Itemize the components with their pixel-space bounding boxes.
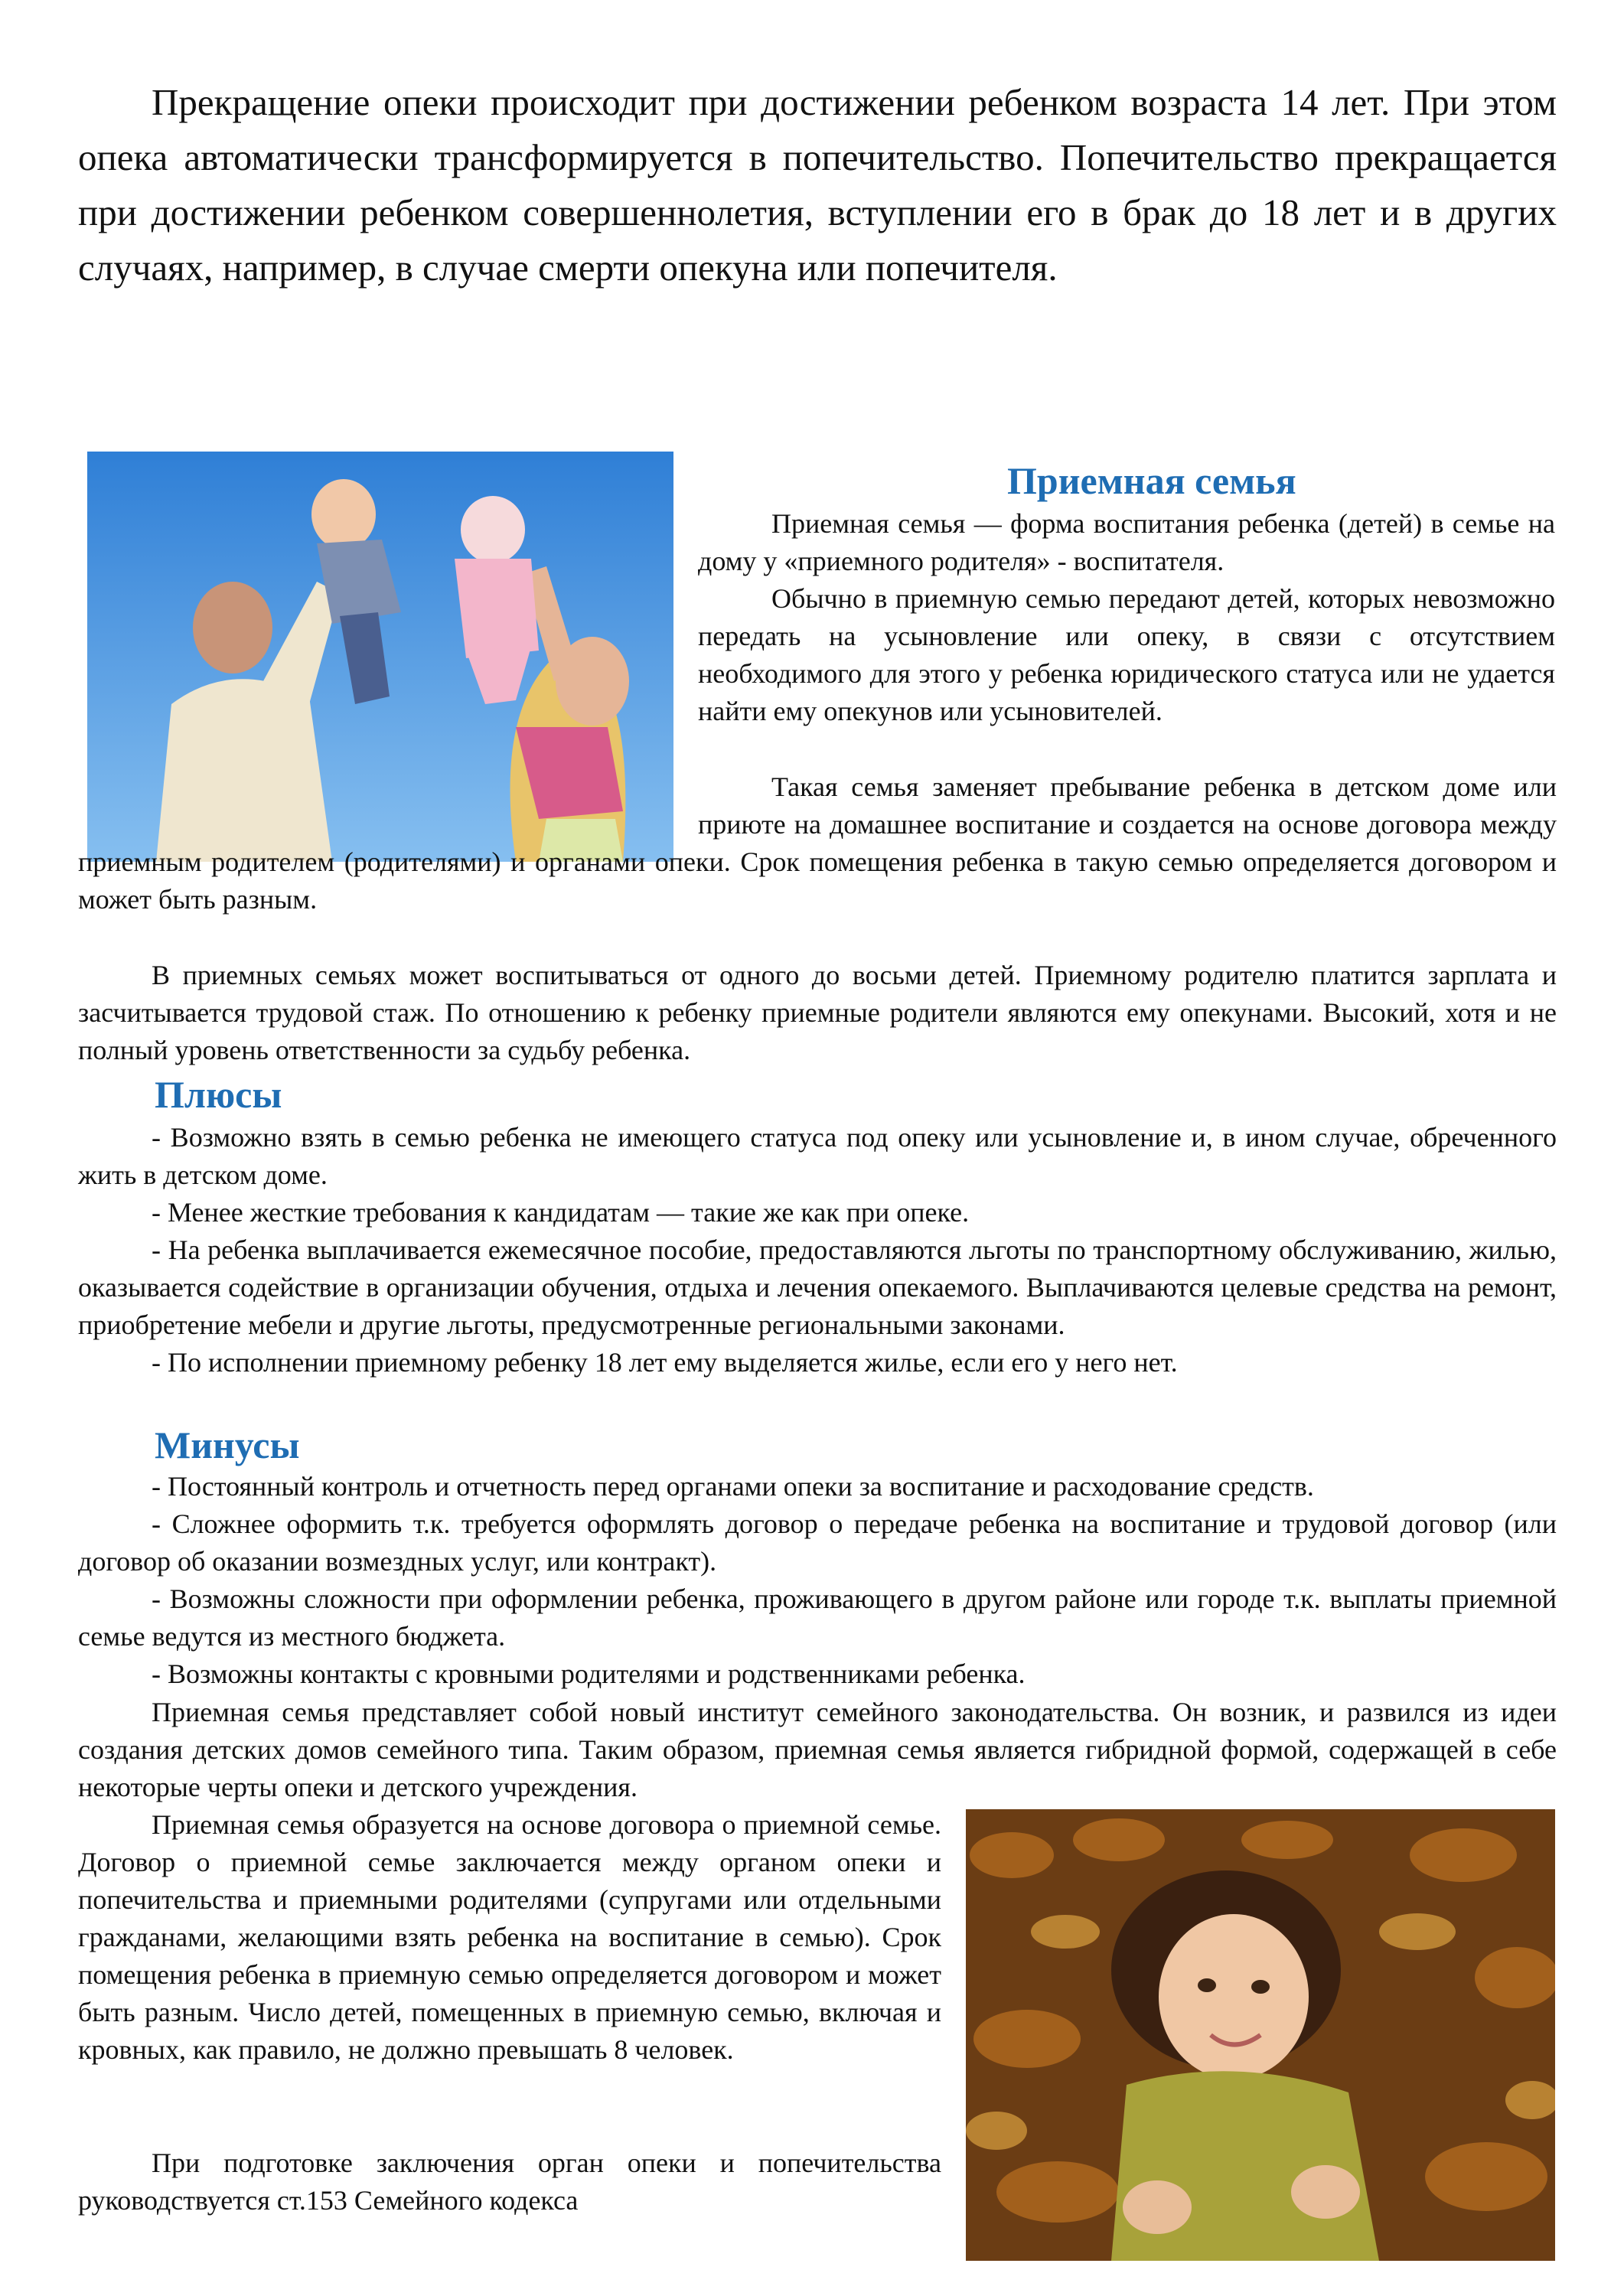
intro-paragraph: Прекращение опеки происходит при достижении ребенком возраста 14 лет. При этом опека автоматически трансформируется в попечительство. Попечительство прекращается при достижении ребенком совершеннолетия, вступлении его в брак до 18 лет и в других случаях, например, в случае смерти опекуна или попечителя. [78,81,1557,289]
pros-item: - Возможно взять в семью ребенка не имеющего статуса под опеку или усыновление и, в ином случае, обреченного жить в детском доме. [78,1122,1557,1190]
cons-list [78,1468,1557,1693]
pros-title: Плюсы [155,1073,282,1116]
foster-salary-paragraph: В приемных семьях может воспитываться от одного до восьми детей. Приемному родителю платится зарплата и засчитывается трудовой стаж. По отношению к ребенку приемные родители являются ему опекунами. Высокий, хотя и не полный уровень ответственности за судьбу ребенка. [78,960,1557,1065]
pros-item: - По исполнении приемному ребенку 18 лет ему выделяется жилье, если его у него нет. [152,1347,1178,1378]
cons-title: Минусы [155,1424,300,1466]
section-title: Приемная семья [1007,459,1296,502]
cons-item: - Возможны сложности при оформлении ребенка, проживающего в другом районе или городе т.к. выплаты приемной семье ведутся из местного бюджета. [78,1583,1557,1652]
contract-paragraph: Приемная семья образуется на основе договора о приемной семье. Договор о приемной семье заключается между органом опеки и попечительства и приемными родителями (супругами или отдельными гражданами, желающими взять ребенка на воспитание в семью). Срок помещения ребенка в приемную семью определяется договором и может быть разным. Число детей, помещенных в приемную семью, включая и кровных, как правило, не должно превышать 8 человек. [78,1809,941,2065]
pros-item: - На ребенка выплачивается ежемесячное пособие, предоставляются льготы по транспортному обслуживанию, жилью, оказывается содействие в организации обучения, отдыха и лечения опекаемого. Выплачиваются целевые средства на ремонт, приобретение мебели и другие льготы, предусмотренные региональными законами. [78,1234,1557,1340]
cons-item: - Постоянный контроль и отчетность перед органами опеки за воспитание и расходование средств. [152,1471,1314,1502]
institute-paragraph: Приемная семья представляет собой новый институт семейного законодательства. Он возник, и развился из идеи создания детских домов семейного типа. Таким образом, приемная семья является гибридной формой, содержащей в себе некоторые черты опеки и детского учреждения. [78,1697,1557,1802]
pros-item: - Менее жесткие требования к кандидатам — такие же как при опеке. [152,1197,970,1228]
foster-replacement-paragraph [78,768,1557,918]
cons-item: - Возможны контакты с кровными родителями и родственниками ребенка. [152,1658,1026,1689]
foster-replacement-text: Такая семья заменяет пребывание ребенка в детском доме или приюте на домашнее воспитание и создается на основе договора между приемным родителем (родителями) и органами опеки. Срок помещения ребенка в такую семью определяется договором и может быть разным. [78,771,1557,915]
photo-wrap-spacer [78,768,698,843]
pros-list [78,1119,1557,1381]
cons-item: - Сложнее оформить т.к. требуется оформлять договор о передаче ребенка на воспитание и трудовой договор (или договор об оказании возмездных услуг, или контракт). [78,1508,1557,1577]
conclusion-paragraph: При подготовке заключения орган опеки и попечительства руководствуется ст.153 Семейного кодекса [78,2148,941,2216]
girl-in-leaves-photo [966,1809,1555,2261]
foster-definition-paragraph: Приемная семья — форма воспитания ребенка (детей) в семье на дому у «приемного родителя» - воспитателя. [698,508,1555,576]
foster-children-paragraph: Обычно в приемную семью передают детей, которых невозможно передать на усыновление или опеку, в связи с отсутствием необходимого для этого у ребенка юридического статуса или не удается найти ему опекунов или усыновителей. [698,583,1555,726]
